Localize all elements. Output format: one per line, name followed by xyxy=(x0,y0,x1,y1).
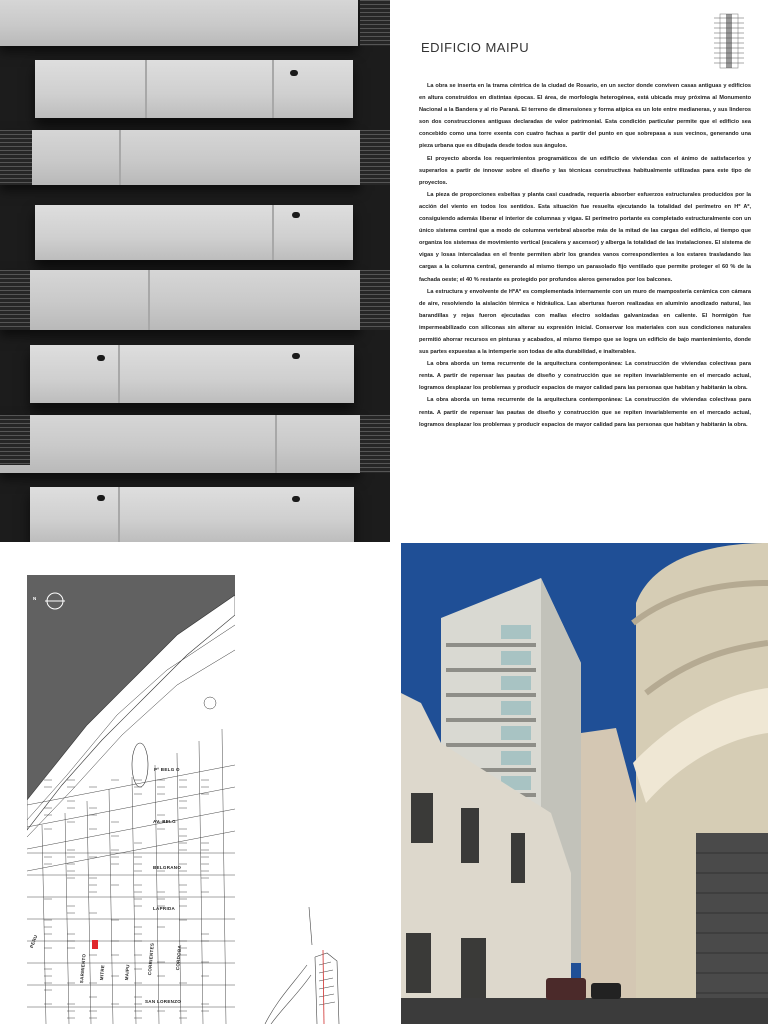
street-label: BELGRANO xyxy=(153,865,182,870)
street-label: MITRE xyxy=(99,964,106,981)
paragraph: La obra aborda un tema recurrente de la arquitectura contemporánea: La construcción de viviendas colectivas para renta. A partir de repensar las pautas de diseño y construcción que se repiten invariablemente en el mercado actual, logramos desplazar los problemas y producir espacios de mayor calidad para las personas que habitan y habitarán la obra. xyxy=(419,397,751,428)
street-label: LAPRIDA xyxy=(153,906,176,911)
section-thumbnail xyxy=(706,12,752,70)
street-photo xyxy=(401,543,768,1024)
street-label: PERU xyxy=(29,934,39,949)
tower-sketch xyxy=(257,905,357,1024)
street-label: AV. BELG xyxy=(153,819,176,824)
site-marker xyxy=(92,940,98,949)
map-drawing xyxy=(27,575,235,1024)
paragraph: La obra aborda un tema recurrente de la arquitectura contemporánea: La construcción de viviendas colectivas para renta. A partir de repensar las pautas de diseño y construcción que se repiten invariablemente en el mercado actual, logramos desplazar los problemas y producir espacios de mayor calidad para las personas que habitan y habitarán la obra. xyxy=(419,361,751,392)
paragraph: La pieza de proporciones esbeltas y planta casi cuadrada, requería absorber esfuerzos estructurales producidos por la acción del viento en todos los sentidos. Esta situación fue resuelta ejecutando la totalidad del perímetro en Hº Aº, consiguiendo además liberar el interior de columnas y vigas. El perímetro portante es completado estructuralmente con un único sistema central que a modo de columna vertebral absorbe más de la mitad de las cargas del edificio, al tiempo que organiza los sistemas de movimiento vertical (escalera y ascensor) y alberga la totalidad de las instalaciones. El sistema de vigas y losas intercaladas en el frente permiten abrir los grandes vanos correspondientes a los estares trasladando las cargas a la columna central, generando al mismo tiempo un parasolado fijo ventilado que permite proteger el 60 % de la fachada oeste; el 40 % restante es protegido por profundos aleros generados por los balcones. xyxy=(419,191,751,283)
street-label: MAIPU xyxy=(124,964,131,981)
facade-photo xyxy=(0,0,390,542)
page-title: EDIFICIO MAIPU xyxy=(421,40,530,55)
street-label: CORRIENTES xyxy=(147,942,155,976)
street-label: SAN LORENZO xyxy=(145,999,182,1004)
body-text xyxy=(419,80,751,431)
street-label: SARMIENTO xyxy=(79,953,87,984)
street-label: Pº BELG O xyxy=(154,767,180,772)
site-map xyxy=(27,575,235,1024)
paragraph: La estructura y envolvente de HºAº es complementada internamente con un muro de mampostería cerámica con cámara de aire, resolviendo la aislación térmica e hidráulica. Las aberturas fueron realizadas en aluminio anodizado natural, las barandillas y rejas fueron ejecutadas con mallas electro soldadas galvanizadas en caliente. El hormigón fue impermeabilizado con siliconas sin alterar su expresión inicial. Conservar los materiales con sus condiciones naturales permitió ahorrar recursos en pinturas y acabados, al mismo tiempo que se logra un edificio de bajo mantenimiento, donde sus partes expuestas a la intemperie son todas de alta durabilidad, e inalterables. xyxy=(419,288,751,356)
north-label: N xyxy=(33,596,37,601)
street-label: CORDOBA xyxy=(175,944,183,971)
paragraph: La obra se inserta en la trama céntrica de la ciudad de Rosario, en un sector donde conviven casas antiguas y edificios en altura construidos en distintas épocas. El área, de morfología heterogénea, está ubicada muy próxima al Monumento Nacional a la Bandera y al río Paraná. El terreno de dimensiones y forma atípica es un lote entre medianeras, y sus linderos son dos construcciones antiguas declaradas de valor patrimonial. Esta condición particular permite que el edificio sea concebido como una torre exenta con cuatro fachas a partir del punto en que sobrepasa a sus vecinos, generando una pieza urbana que es dibujada desde todos sus ángulos. xyxy=(419,83,751,150)
paragraph: El proyecto aborda los requerimientos programáticos de un edificio de viviendas con el ánimo de satisfacerlos y superarlos a partir de innovar sobre el diseño y las técnicas constructivas habitualmente utilizadas para este tipo de proyectos. xyxy=(419,155,751,186)
